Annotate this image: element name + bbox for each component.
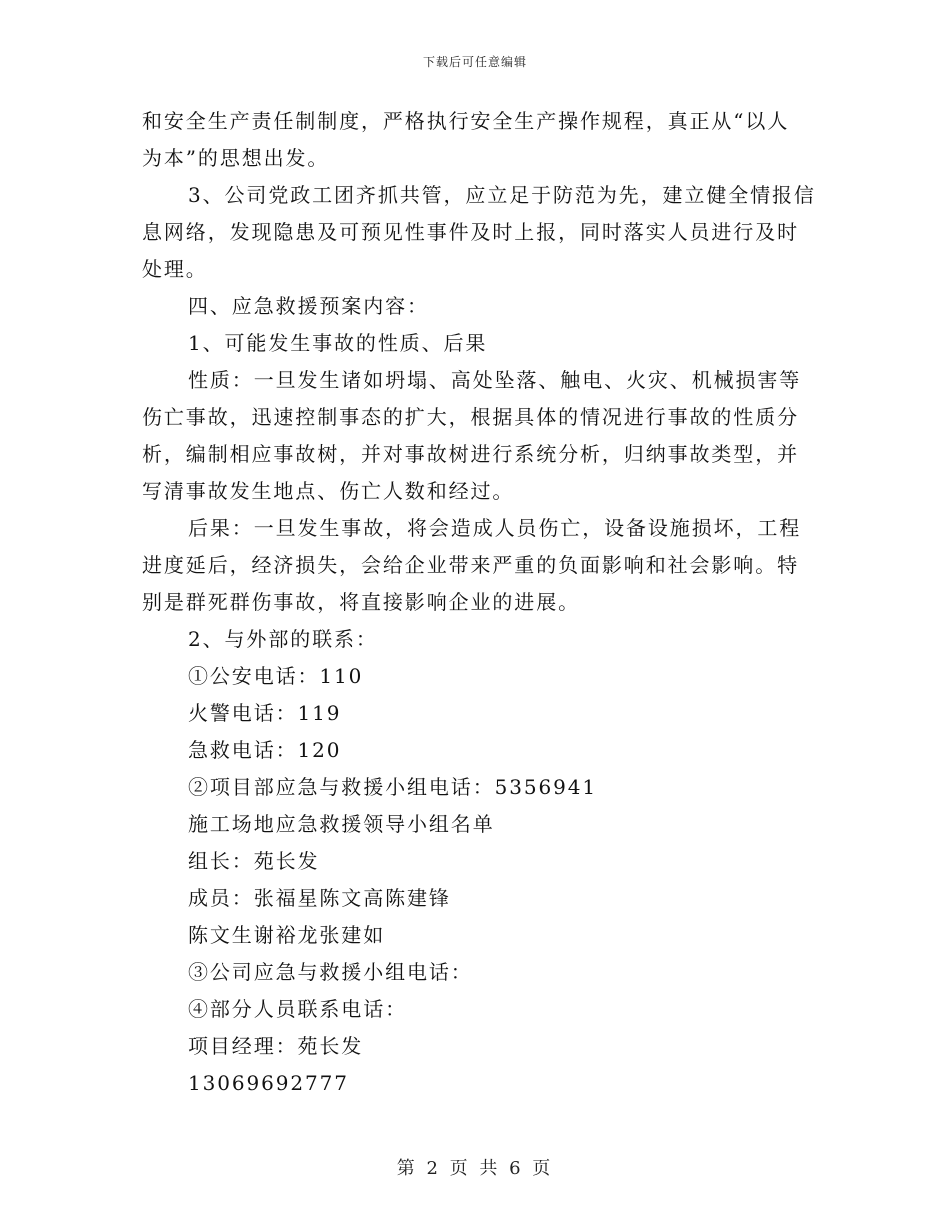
contact-line: ①公安电话：110 xyxy=(188,664,364,688)
paragraph-line: 和安全生产责任制制度，严格执行安全生产操作规程，真正从“以人 xyxy=(142,109,790,133)
paragraph-line: 3、公司党政工团齐抓共管，应立足于防范为先，建立健全情报信 xyxy=(188,183,816,207)
contact-line: 项目经理：苑长发 xyxy=(188,1034,364,1058)
paragraph-line: 性质：一旦发生诸如坍塌、高处坠落、触电、火灾、机械损害等 xyxy=(188,368,802,392)
paragraph-line: 息网络，发现隐患及可预见性事件及时上报，同时落实人员进行及时 xyxy=(142,220,799,244)
contact-line: ④部分人员联系电话： xyxy=(188,997,407,1021)
paragraph-line: 写清事故发生地点、伤亡人数和经过。 xyxy=(142,479,515,503)
document-body xyxy=(142,103,816,1102)
contact-line: ②项目部应急与救援小组电话：5356941 xyxy=(188,775,597,799)
paragraph-line: 进度延后，经济损失，会给企业带来严重的负面影响和社会影响。特 xyxy=(142,553,799,577)
contact-line: ③公司应急与救援小组电话： xyxy=(188,960,473,984)
paragraph-line: 伤亡事故，迅速控制事态的扩大，根据具体的情况进行事故的性质分 xyxy=(142,405,799,429)
page-header: 下载后可任意编辑 xyxy=(422,55,527,69)
paragraph-line: 别是群死群伤事故，将直接影响企业的进展。 xyxy=(142,590,580,614)
contact-line: 陈文生谢裕龙张建如 xyxy=(188,923,386,947)
subsection-heading: 1、可能发生事故的性质、后果 xyxy=(188,331,488,355)
contact-line: 火警电话：119 xyxy=(188,701,342,725)
page-footer: 第 2 页 共 6 页 xyxy=(396,1158,554,1179)
contact-line: 13069692777 xyxy=(188,1071,349,1095)
section-heading: 四、应急救援预案内容： xyxy=(188,294,429,318)
list-title: 施工场地应急救援领导小组名单 xyxy=(188,812,495,836)
contact-line: 急救电话：120 xyxy=(188,738,342,762)
paragraph-line: 析，编制相应事故树，并对事故树进行系统分析，归纳事故类型，并 xyxy=(142,442,799,466)
contact-line: 组长：苑长发 xyxy=(188,849,320,873)
subsection-heading: 2、与外部的联系： xyxy=(188,627,378,651)
paragraph-line: 处理。 xyxy=(142,257,208,281)
contact-line: 成员：张福星陈文高陈建锋 xyxy=(188,886,451,910)
paragraph-line: 后果：一旦发生事故，将会造成人员伤亡，设备设施损坏，工程 xyxy=(188,516,802,540)
paragraph-line: 为本”的思想出发。 xyxy=(142,146,330,170)
